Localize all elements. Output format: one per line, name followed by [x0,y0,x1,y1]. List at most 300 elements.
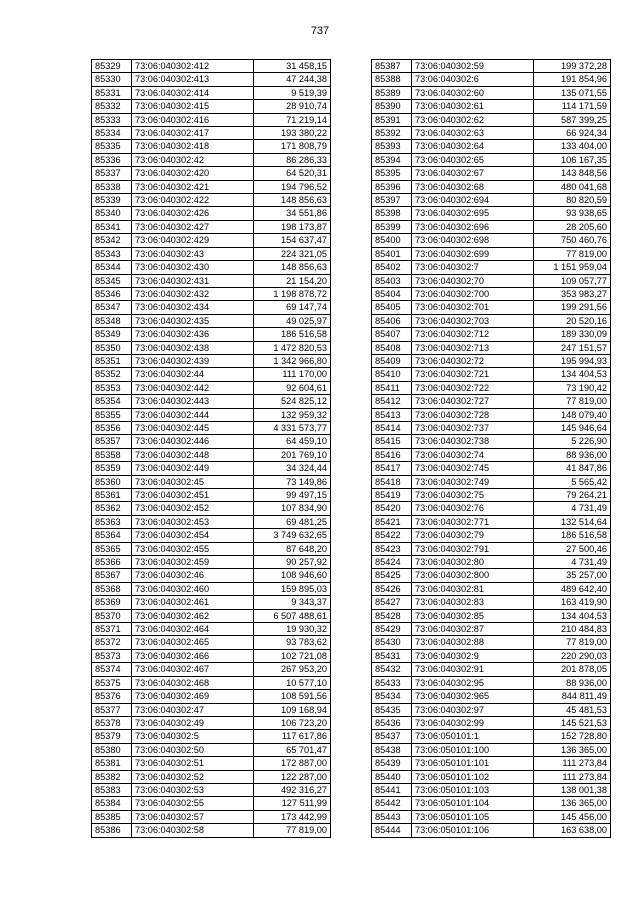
cadastral-number-cell: 73:06:040302:721 [412,368,534,381]
row-number-cell: 85375 [92,676,132,689]
row-number-cell: 85345 [92,274,132,287]
table-row [372,180,611,193]
value-cell: 114 171,59 [534,100,611,113]
table-row [92,636,331,649]
row-number-cell: 85393 [372,140,412,153]
table-row [92,408,331,421]
row-number-cell: 85357 [92,435,132,448]
registry-table-left [91,59,331,838]
cadastral-number-cell: 73:06:040302:446 [132,435,254,448]
table-row [372,636,611,649]
table-row [92,529,331,542]
cadastral-number-cell: 73:06:040302:81 [412,582,534,595]
row-number-cell: 85431 [372,649,412,662]
cadastral-number-cell: 73:06:040302:712 [412,328,534,341]
cadastral-number-cell: 73:06:040302:52 [132,770,254,783]
value-cell: 107 834,90 [254,502,331,515]
table-row [92,757,331,770]
row-number-cell: 85333 [92,113,132,126]
table-row [92,783,331,796]
table-row [92,287,331,300]
table-row [92,582,331,595]
row-number-cell: 85418 [372,475,412,488]
table-row [372,810,611,823]
table-row [372,703,611,716]
value-cell: 6 507 488,61 [254,609,331,622]
cadastral-number-cell: 73:06:040302:800 [412,569,534,582]
table-row [92,341,331,354]
table-row [372,140,611,153]
table-row [92,743,331,756]
table-row [92,716,331,729]
cadastral-number-cell: 73:06:040302:59 [412,60,534,73]
cadastral-number-cell: 73:06:040302:791 [412,542,534,555]
row-number-cell: 85346 [92,287,132,300]
value-cell: 28 205,60 [534,220,611,233]
value-cell: 143 848,56 [534,167,611,180]
value-cell: 117 617,86 [254,730,331,743]
cadastral-number-cell: 73:06:040302:442 [132,381,254,394]
value-cell: 71 219,14 [254,113,331,126]
row-number-cell: 85354 [92,395,132,408]
value-cell: 1 151 959,04 [534,261,611,274]
value-cell: 193 380,22 [254,127,331,140]
cadastral-number-cell: 73:06:040302:426 [132,207,254,220]
table-row [372,448,611,461]
row-number-cell: 85424 [372,556,412,569]
table-row [92,140,331,153]
cadastral-number-cell: 73:06:040302:749 [412,475,534,488]
row-number-cell: 85430 [372,636,412,649]
value-cell: 189 330,09 [534,328,611,341]
cadastral-number-cell: 73:06:040302:53 [132,783,254,796]
value-cell: 49 025,97 [254,314,331,327]
value-cell: 93 938,65 [534,207,611,220]
row-number-cell: 85355 [92,408,132,421]
table-row [372,421,611,434]
cadastral-number-cell: 73:06:040302:469 [132,690,254,703]
row-number-cell: 85419 [372,489,412,502]
row-number-cell: 85442 [372,797,412,810]
cadastral-number-cell: 73:06:040302:97 [412,703,534,716]
cadastral-number-cell: 73:06:040302:467 [132,663,254,676]
value-cell: 77 819,00 [534,247,611,260]
table-row [372,381,611,394]
table-row [372,220,611,233]
cadastral-number-cell: 73:06:040302:438 [132,341,254,354]
row-number-cell: 85338 [92,180,132,193]
value-cell: 191 854,96 [534,73,611,86]
cadastral-number-cell: 73:06:050101:1 [412,730,534,743]
value-cell: 195 994,93 [534,354,611,367]
value-cell: 133 404,00 [534,140,611,153]
cadastral-number-cell: 73:06:040302:465 [132,636,254,649]
row-number-cell: 85401 [372,247,412,260]
cadastral-number-cell: 73:06:040302:452 [132,502,254,515]
value-cell: 134 404,53 [534,609,611,622]
row-number-cell: 85406 [372,314,412,327]
row-number-cell: 85398 [372,207,412,220]
value-cell: 10 577,10 [254,676,331,689]
value-cell: 201 878,05 [534,663,611,676]
table-row [92,502,331,515]
row-number-cell: 85402 [372,261,412,274]
table-row [92,690,331,703]
table-row [92,609,331,622]
table-row [92,395,331,408]
table-row [92,797,331,810]
value-cell: 127 511,99 [254,797,331,810]
cadastral-number-cell: 73:06:040302:451 [132,489,254,502]
cadastral-number-cell: 73:06:040302:44 [132,368,254,381]
cadastral-number-cell: 73:06:040302:427 [132,220,254,233]
value-cell: 73 149,86 [254,475,331,488]
row-number-cell: 85427 [372,596,412,609]
cadastral-number-cell: 73:06:040302:45 [132,475,254,488]
value-cell: 145 521,53 [534,716,611,729]
value-cell: 1 342 966,80 [254,354,331,367]
value-cell: 108 946,60 [254,569,331,582]
row-number-cell: 85428 [372,609,412,622]
row-number-cell: 85389 [372,86,412,99]
cadastral-number-cell: 73:06:040302:80 [412,556,534,569]
row-number-cell: 85434 [372,690,412,703]
value-cell: 480 041,68 [534,180,611,193]
row-number-cell: 85335 [92,140,132,153]
cadastral-number-cell: 73:06:040302:460 [132,582,254,595]
table-row [92,167,331,180]
table-row [372,73,611,86]
cadastral-number-cell: 73:06:040302:74 [412,448,534,461]
cadastral-number-cell: 73:06:040302:6 [412,73,534,86]
cadastral-number-cell: 73:06:040302:76 [412,502,534,515]
value-cell: 186 516,58 [254,328,331,341]
value-cell: 111 273,84 [534,770,611,783]
cadastral-number-cell: 73:06:040302:420 [132,167,254,180]
row-number-cell: 85391 [372,113,412,126]
cadastral-number-cell: 73:06:040302:85 [412,609,534,622]
cadastral-number-cell: 73:06:040302:413 [132,73,254,86]
table-row [372,328,611,341]
table-row [92,86,331,99]
value-cell: 148 856,63 [254,194,331,207]
table-row [372,716,611,729]
table-row [92,381,331,394]
value-cell: 1 198 878,72 [254,287,331,300]
value-cell: 148 079,40 [534,408,611,421]
row-number-cell: 85421 [372,515,412,528]
value-cell: 27 500,46 [534,542,611,555]
table-row [372,489,611,502]
value-cell: 145 456,00 [534,810,611,823]
row-number-cell: 85348 [92,314,132,327]
value-cell: 224 321,05 [254,247,331,260]
cadastral-number-cell: 73:06:050101:101 [412,757,534,770]
value-cell: 111 170,00 [254,368,331,381]
table-row [372,824,611,837]
value-cell: 4 731,49 [534,556,611,569]
value-cell: 171 808,79 [254,140,331,153]
table-row [372,301,611,314]
table-row [92,73,331,86]
value-cell: 69 481,25 [254,515,331,528]
row-number-cell: 85414 [372,421,412,434]
value-cell: 109 168,94 [254,703,331,716]
table-row [92,194,331,207]
row-number-cell: 85360 [92,475,132,488]
value-cell: 77 819,00 [534,395,611,408]
table-row [92,810,331,823]
row-number-cell: 85443 [372,810,412,823]
row-number-cell: 85342 [92,234,132,247]
row-number-cell: 85358 [92,448,132,461]
table-row [92,663,331,676]
cadastral-number-cell: 73:06:040302:46 [132,569,254,582]
table-row [92,100,331,113]
table-row [372,663,611,676]
row-number-cell: 85353 [92,381,132,394]
value-cell: 750 460,76 [534,234,611,247]
cadastral-number-cell: 73:06:040302:68 [412,180,534,193]
row-number-cell: 85407 [372,328,412,341]
row-number-cell: 85392 [372,127,412,140]
cadastral-number-cell: 73:06:040302:412 [132,60,254,73]
cadastral-number-cell: 73:06:040302:703 [412,314,534,327]
cadastral-number-cell: 73:06:040302:55 [132,797,254,810]
cadastral-number-cell: 73:06:040302:5 [132,730,254,743]
row-number-cell: 85377 [92,703,132,716]
table-row [372,609,611,622]
value-cell: 186 516,58 [534,529,611,542]
value-cell: 3 749 632,65 [254,529,331,542]
cadastral-number-cell: 73:06:050101:106 [412,824,534,837]
cadastral-number-cell: 73:06:040302:421 [132,180,254,193]
row-number-cell: 85411 [372,381,412,394]
cadastral-number-cell: 73:06:040302:87 [412,623,534,636]
cadastral-number-cell: 73:06:050101:103 [412,783,534,796]
row-number-cell: 85416 [372,448,412,461]
row-number-cell: 85388 [372,73,412,86]
row-number-cell: 85359 [92,462,132,475]
table-row [92,153,331,166]
table-row [372,314,611,327]
row-number-cell: 85378 [92,716,132,729]
table-row [92,569,331,582]
row-number-cell: 85364 [92,529,132,542]
table-row [372,153,611,166]
cadastral-number-cell: 73:06:050101:104 [412,797,534,810]
cadastral-number-cell: 73:06:040302:771 [412,515,534,528]
cadastral-number-cell: 73:06:040302:70 [412,274,534,287]
cadastral-number-cell: 73:06:040302:64 [412,140,534,153]
cadastral-number-cell: 73:06:040302:415 [132,100,254,113]
table-row [372,676,611,689]
cadastral-number-cell: 73:06:040302:422 [132,194,254,207]
cadastral-number-cell: 73:06:040302:439 [132,354,254,367]
row-number-cell: 85379 [92,730,132,743]
table-row [372,261,611,274]
row-number-cell: 85413 [372,408,412,421]
table-row [92,421,331,434]
cadastral-number-cell: 73:06:040302:417 [132,127,254,140]
cadastral-number-cell: 73:06:040302:700 [412,287,534,300]
table-row [92,448,331,461]
table-row [372,247,611,260]
cadastral-number-cell: 73:06:040302:694 [412,194,534,207]
value-cell: 4 331 573,77 [254,421,331,434]
row-number-cell: 85412 [372,395,412,408]
cadastral-number-cell: 73:06:040302:443 [132,395,254,408]
row-number-cell: 85371 [92,623,132,636]
row-number-cell: 85370 [92,609,132,622]
row-number-cell: 85440 [372,770,412,783]
cadastral-number-cell: 73:06:040302:75 [412,489,534,502]
cadastral-number-cell: 73:06:040302:57 [132,810,254,823]
row-number-cell: 85356 [92,421,132,434]
row-number-cell: 85422 [372,529,412,542]
value-cell: 163 419,90 [534,596,611,609]
value-cell: 99 497,15 [254,489,331,502]
cadastral-number-cell: 73:06:040302:698 [412,234,534,247]
cadastral-number-cell: 73:06:040302:699 [412,247,534,260]
table-row [92,261,331,274]
table-row [372,60,611,73]
table-row [92,180,331,193]
cadastral-number-cell: 73:06:040302:60 [412,86,534,99]
table-row [372,207,611,220]
cadastral-number-cell: 73:06:040302:416 [132,113,254,126]
row-number-cell: 85344 [92,261,132,274]
row-number-cell: 85429 [372,623,412,636]
table-row [92,730,331,743]
cadastral-number-cell: 73:06:040302:728 [412,408,534,421]
table-row [92,515,331,528]
value-cell: 122 287,00 [254,770,331,783]
value-cell: 106 723,20 [254,716,331,729]
cadastral-number-cell: 73:06:040302:47 [132,703,254,716]
cadastral-number-cell: 73:06:040302:67 [412,167,534,180]
row-number-cell: 85395 [372,167,412,180]
row-number-cell: 85334 [92,127,132,140]
cadastral-number-cell: 73:06:040302:466 [132,649,254,662]
row-number-cell: 85415 [372,435,412,448]
value-cell: 77 819,00 [254,824,331,837]
row-number-cell: 85372 [92,636,132,649]
table-row [92,475,331,488]
value-cell: 194 796,52 [254,180,331,193]
cadastral-number-cell: 73:06:040302:79 [412,529,534,542]
row-number-cell: 85420 [372,502,412,515]
table-row [92,274,331,287]
table-row [372,582,611,595]
cadastral-number-cell: 73:06:040302:722 [412,381,534,394]
value-cell: 159 895,03 [254,582,331,595]
table-row [372,462,611,475]
row-number-cell: 85438 [372,743,412,756]
cadastral-number-cell: 73:06:040302:42 [132,153,254,166]
row-number-cell: 85385 [92,810,132,823]
value-cell: 80 820,59 [534,194,611,207]
value-cell: 135 071,55 [534,86,611,99]
cadastral-number-cell: 73:06:040302:432 [132,287,254,300]
value-cell: 5 565,42 [534,475,611,488]
value-cell: 172 887,00 [254,757,331,770]
value-cell: 93 783,62 [254,636,331,649]
table-row [372,515,611,528]
row-number-cell: 85350 [92,341,132,354]
row-number-cell: 85382 [92,770,132,783]
cadastral-number-cell: 73:06:040302:745 [412,462,534,475]
cadastral-number-cell: 73:06:040302:461 [132,596,254,609]
page-number: 737 [310,25,330,37]
value-cell: 492 316,27 [254,783,331,796]
value-cell: 136 365,00 [534,743,611,756]
value-cell: 47 244,38 [254,73,331,86]
row-number-cell: 85425 [372,569,412,582]
table-row [372,623,611,636]
table-row [372,502,611,515]
table-row [372,475,611,488]
value-cell: 45 481,53 [534,703,611,716]
row-number-cell: 85369 [92,596,132,609]
value-cell: 88 936,00 [534,448,611,461]
cadastral-number-cell: 73:06:040302:88 [412,636,534,649]
cadastral-number-cell: 73:06:040302:431 [132,274,254,287]
cadastral-number-cell: 73:06:040302:50 [132,743,254,756]
cadastral-number-cell: 73:06:040302:99 [412,716,534,729]
cadastral-number-cell: 73:06:040302:43 [132,247,254,260]
value-cell: 353 983,27 [534,287,611,300]
value-cell: 524 825,12 [254,395,331,408]
value-cell: 489 642,40 [534,582,611,595]
value-cell: 199 372,28 [534,60,611,73]
row-number-cell: 85432 [372,663,412,676]
value-cell: 220 290,03 [534,649,611,662]
value-cell: 844 811,49 [534,690,611,703]
row-number-cell: 85373 [92,649,132,662]
cadastral-number-cell: 73:06:040302:91 [412,663,534,676]
value-cell: 136 365,00 [534,797,611,810]
value-cell: 5 226,90 [534,435,611,448]
value-cell: 247 151,57 [534,341,611,354]
table-row [372,287,611,300]
table-row [372,234,611,247]
table-row [372,100,611,113]
row-number-cell: 85368 [92,582,132,595]
cadastral-number-cell: 73:06:040302:449 [132,462,254,475]
row-number-cell: 85386 [92,824,132,837]
table-row [92,623,331,636]
value-cell: 163 638,00 [534,824,611,837]
row-number-cell: 85397 [372,194,412,207]
row-number-cell: 85351 [92,354,132,367]
row-number-cell: 85340 [92,207,132,220]
row-number-cell: 85337 [92,167,132,180]
cadastral-number-cell: 73:06:040302:965 [412,690,534,703]
cadastral-number-cell: 73:06:040302:51 [132,757,254,770]
table-row [92,556,331,569]
row-number-cell: 85409 [372,354,412,367]
table-row [92,354,331,367]
row-number-cell: 85408 [372,341,412,354]
value-cell: 138 001,38 [534,783,611,796]
value-cell: 102 721,08 [254,649,331,662]
table-row [372,542,611,555]
row-number-cell: 85365 [92,542,132,555]
row-number-cell: 85347 [92,301,132,314]
row-number-cell: 85363 [92,515,132,528]
table-row [372,569,611,582]
